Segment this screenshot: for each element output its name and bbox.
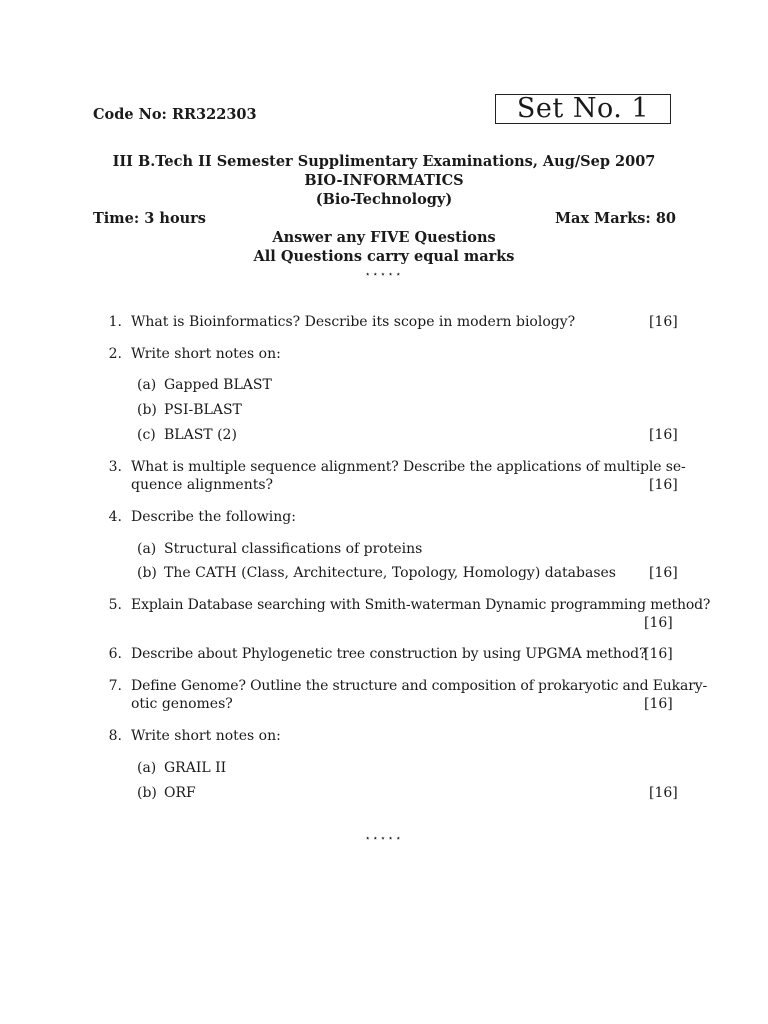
question-number: 4. bbox=[108, 509, 122, 525]
subquestion-label: (a) bbox=[137, 760, 157, 776]
subquestion-text: ORF bbox=[164, 785, 196, 801]
footer-stars: ⋆⋆⋆⋆⋆ bbox=[364, 834, 404, 844]
question-number: 8. bbox=[108, 728, 122, 744]
subject-title: BIO-INFORMATICS bbox=[304, 172, 464, 189]
subquestion-label: (c) bbox=[137, 427, 156, 443]
exam-title: III B.Tech II Semester Supplimentary Examinations, Aug/Sep 2007 bbox=[112, 153, 656, 170]
question-text-line2: otic genomes? bbox=[131, 696, 233, 712]
subquestion-label: (a) bbox=[137, 377, 157, 393]
question-marks: [16] bbox=[649, 314, 678, 330]
question-number: 1. bbox=[108, 314, 122, 330]
subquestion-label: (b) bbox=[137, 402, 157, 418]
question-number: 3. bbox=[108, 459, 122, 475]
subquestion-label: (b) bbox=[137, 565, 157, 581]
subquestion-text: The CATH (Class, Architecture, Topology, Homology) databases bbox=[164, 565, 616, 581]
question-text: Explain Database searching with Smith-waterman Dynamic programming method? bbox=[131, 597, 711, 613]
code-number: Code No: RR322303 bbox=[93, 106, 257, 123]
question-number: 2. bbox=[108, 346, 122, 362]
subquestion-text: BLAST (2) bbox=[164, 427, 237, 443]
question-number: 5. bbox=[108, 597, 122, 613]
question-marks: [16] bbox=[644, 696, 673, 712]
question-number: 6. bbox=[108, 646, 122, 662]
subquestion-text: PSI-BLAST bbox=[164, 402, 242, 418]
header-stars: ⋆⋆⋆⋆⋆ bbox=[364, 270, 404, 280]
question-marks: [16] bbox=[649, 427, 678, 443]
question-marks: [16] bbox=[644, 646, 673, 662]
question-text: Write short notes on: bbox=[131, 728, 281, 744]
question-text: What is Bioinformatics? Describe its scope in modern biology? bbox=[131, 314, 576, 330]
subquestion-label: (a) bbox=[137, 541, 157, 557]
question-marks: [16] bbox=[644, 615, 673, 631]
question-text: Write short notes on: bbox=[131, 346, 281, 362]
max-marks: Max Marks: 80 bbox=[555, 210, 677, 227]
question-text-line1: What is multiple sequence alignment? Describe the applications of multiple se- bbox=[131, 459, 686, 475]
question-number: 7. bbox=[108, 678, 122, 694]
question-text-line1: Define Genome? Outline the structure and composition of prokaryotic and Eukary- bbox=[131, 678, 708, 694]
instruction-answer: Answer any FIVE Questions bbox=[272, 229, 496, 246]
exam-duration: Time: 3 hours bbox=[93, 210, 206, 227]
branch-name: (Bio-Technology) bbox=[315, 191, 453, 208]
question-text: Describe the following: bbox=[131, 509, 296, 525]
subquestion-text: GRAIL II bbox=[164, 760, 227, 776]
set-number-box: Set No. 1 bbox=[495, 94, 671, 124]
question-text-line2: quence alignments? bbox=[131, 477, 274, 493]
subquestion-text: Structural classifications of proteins bbox=[164, 541, 423, 557]
instruction-marks: All Questions carry equal marks bbox=[253, 248, 515, 265]
subquestion-label: (b) bbox=[137, 785, 157, 801]
subquestion-text: Gapped BLAST bbox=[164, 377, 272, 393]
question-marks: [16] bbox=[649, 477, 678, 493]
question-marks: [16] bbox=[649, 565, 678, 581]
question-text: Describe about Phylogenetic tree construction by using UPGMA method? bbox=[131, 646, 647, 662]
question-marks: [16] bbox=[649, 785, 678, 801]
